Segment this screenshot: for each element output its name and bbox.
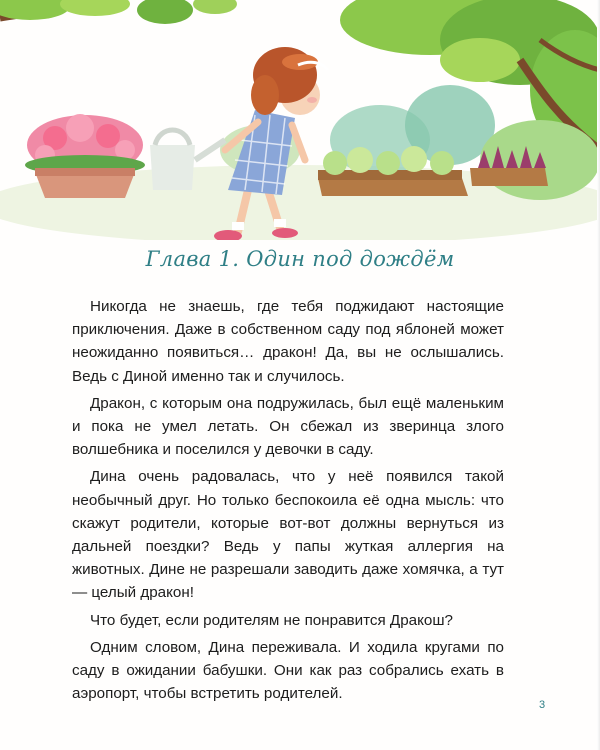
paragraph: Одним словом, Дина переживала. И ходила кругами по саду в ожидании бабушки. Они как раз собрались ехать в аэропорт, чтобы встретить родителей. [72,638,504,703]
chapter-title: Глава 1. Один под дождём [145,247,455,271]
garden-illustration [0,0,600,240]
paragraph: Никогда не знаешь, где тебя поджидают настоящие приключения. Даже в собственном саду под яблоней может неожиданно появиться… дракон! Да, вы не ослышались. Ведь с Диной именно так и случилось. [72,298,504,385]
chapter-text [72,295,504,709]
paragraph: Что будет, если родителям не понравится Дракош? [90,611,453,629]
page-number: 3 [539,699,546,711]
flower-pot [25,114,145,198]
paragraph: Дракон, с которым она подружилась, был ещё маленьким и пока не умел летать. Он сбежал из зверинца злого волшебника и поселился у девочки в саду. [72,394,504,459]
paragraph: Дина очень радовалась, что у неё появился такой необычный друг. Но только беспокоила её одна мысль: что скажут родители, которые вот-вот должны вернуться из дальней поездки? Ведь у папы жуткая аллергия на животных. Дине не разрешали заводить даже хомячка, а тут — целый дракон! [72,468,504,602]
